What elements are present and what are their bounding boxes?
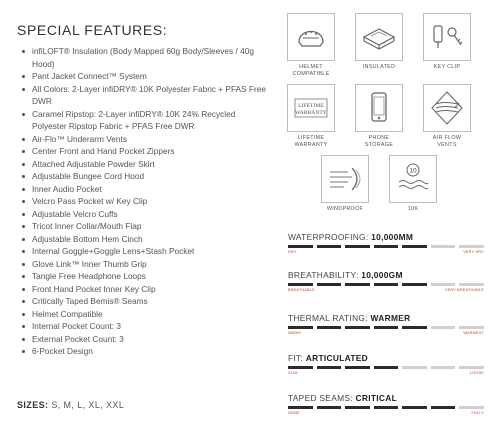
feature-item: Critically Taped Bemis® Seams xyxy=(22,295,272,308)
rating-segment xyxy=(288,406,313,409)
rating-segment xyxy=(374,283,399,286)
icon-caption: 10K xyxy=(407,206,419,212)
rating-value: 10,000MM xyxy=(371,232,414,242)
insulation-icon xyxy=(356,14,402,60)
rating-low-label: DRY xyxy=(288,250,297,254)
icon-caption: KEY CLIP xyxy=(433,64,461,70)
sizes-line xyxy=(17,400,124,410)
rating-label: BREATHABILITY: xyxy=(288,270,359,280)
warranty-badge-line2: WARRANTY xyxy=(295,110,327,116)
rating-segment xyxy=(402,366,427,369)
rating-value: 10,000GM xyxy=(361,270,403,280)
rating-high-label: VERY BREATHABLE xyxy=(444,288,484,292)
rating-bar xyxy=(288,283,484,286)
rating-segment xyxy=(374,406,399,409)
windproof-feature xyxy=(321,155,369,213)
icon-caption: INSULATED xyxy=(362,64,396,70)
rating-label: WATERPROOFING: xyxy=(288,232,369,242)
feature-item: Helmet Compatible xyxy=(22,308,272,321)
rating-low-label: WARM xyxy=(288,331,301,335)
lifetime-warranty-feature xyxy=(287,84,335,149)
rating-segment xyxy=(431,283,456,286)
rating-bar xyxy=(288,366,484,369)
rating-segment xyxy=(288,326,313,329)
rating-segment xyxy=(317,366,342,369)
feature-item: Tricot Inner Collar/Mouth Flap xyxy=(22,220,272,233)
feature-item: Glove Link™ Inner Thumb Grip xyxy=(22,258,272,271)
icon-caption: HELMET COMPATIBLE xyxy=(292,64,330,77)
rating-segment xyxy=(317,283,342,286)
phone-storage-feature xyxy=(355,84,403,149)
rating-breathability xyxy=(288,270,484,296)
rating-segment xyxy=(374,366,399,369)
rating-segment xyxy=(431,366,456,369)
icon-caption: AIR FLOW VENTS xyxy=(432,135,462,148)
feature-item: Tangle Free Headphone Loops xyxy=(22,270,272,283)
rating-segment xyxy=(374,245,399,248)
feature-item: Adjustable Velcro Cuffs xyxy=(22,208,272,221)
rating-scale xyxy=(288,288,484,296)
rating-low-label: NONE xyxy=(288,411,300,415)
icon-caption: WINDPROOF xyxy=(326,206,364,212)
rating-segment xyxy=(288,245,313,248)
rating-segment xyxy=(345,245,370,248)
phone-icon xyxy=(356,85,402,131)
airflow-icon xyxy=(424,85,470,131)
rating-segment xyxy=(288,283,313,286)
rating-taped-seams xyxy=(288,393,484,419)
rating-scale xyxy=(288,411,484,419)
rating-segment xyxy=(402,406,427,409)
rating-segment xyxy=(431,245,456,248)
rating-title xyxy=(288,313,484,323)
rating-bar xyxy=(288,326,484,329)
rating-title xyxy=(288,393,484,403)
rating-high-label: WARMEST xyxy=(463,331,484,335)
feature-item: Adjustable Bottom Hem Cinch xyxy=(22,233,272,246)
rating-high-label: LOOSE xyxy=(469,371,484,375)
feature-item: infiLOFT® Insulation (Body Mapped 60g Body/Sleeves / 40g Hood) xyxy=(22,45,272,70)
rating-value: WARMER xyxy=(370,313,411,323)
feature-item: All Colors: 2-Layer infiDRY® 10K Polyester Fabric + PFAS Free DWR xyxy=(22,83,272,108)
key-clip-feature xyxy=(423,13,471,71)
rating-label: FIT: xyxy=(288,353,304,363)
rating-value: ARTICULATED xyxy=(305,353,369,363)
rating-low-label: BREATHABLE xyxy=(288,288,315,292)
rating-title xyxy=(288,232,484,242)
rating-value: CRITICAL xyxy=(355,393,397,403)
rating-fit xyxy=(288,353,484,379)
icon-caption: PHONE STORAGE xyxy=(364,135,394,148)
helmet-icon xyxy=(288,14,334,60)
feature-item: Attached Adjustable Powder Skirt xyxy=(22,158,272,171)
feature-item: 6-Pocket Design xyxy=(22,345,272,358)
feature-item: External Pocket Count: 3 xyxy=(22,333,272,346)
wind-icon xyxy=(322,156,368,202)
page-title: SPECIAL FEATURES: xyxy=(17,22,168,38)
waterproof-10k-icon xyxy=(390,156,436,202)
rating-segment xyxy=(459,406,484,409)
rating-segment xyxy=(402,283,427,286)
rating-low-label: SLIM xyxy=(288,371,298,375)
rating-high-label: VERY DRY xyxy=(463,250,484,254)
feature-item: Center Front and Hand Pocket Zippers xyxy=(22,145,272,158)
rating-title xyxy=(288,270,484,280)
rating-segment xyxy=(374,326,399,329)
rating-segment xyxy=(345,366,370,369)
lifetime-warranty-icon xyxy=(288,85,334,131)
helmet-compatible-feature xyxy=(287,13,335,78)
rating-segment xyxy=(402,245,427,248)
rating-segment xyxy=(459,366,484,369)
feature-list xyxy=(22,45,272,358)
feature-item: Front Hand Pocket Inner Key Clip xyxy=(22,283,272,296)
rating-waterproofing xyxy=(288,232,484,258)
icon-caption: LIFETIME WARRANTY xyxy=(294,135,328,148)
key-clip-icon xyxy=(424,14,470,60)
rating-high-label: FULLY xyxy=(471,411,484,415)
rating-segment xyxy=(317,406,342,409)
rating-scale xyxy=(288,371,484,379)
rating-segment xyxy=(459,245,484,248)
feature-item: Velcro Pass Pocket w/ Key Clip xyxy=(22,195,272,208)
air-flow-vents-feature xyxy=(423,84,471,149)
rating-segment xyxy=(317,326,342,329)
rating-segment xyxy=(317,245,342,248)
rating-title xyxy=(288,353,484,363)
feature-item: Caramel Ripstop: 2-Layer infiDRY® 10K 24% Recycled Polyester Ripstop Fabric + PFAS Free DWR xyxy=(22,108,272,133)
rating-scale xyxy=(288,250,484,258)
feature-item: Internal Pocket Count: 3 xyxy=(22,320,272,333)
rating-segment xyxy=(459,283,484,286)
rating-bar xyxy=(288,406,484,409)
rating-segment xyxy=(288,366,313,369)
feature-item: Adjustable Bungee Cord Hood xyxy=(22,170,272,183)
warranty-badge-line1: LIFETIME xyxy=(298,103,324,109)
feature-item: Internal Goggle+Goggle Lens+Stash Pocket xyxy=(22,245,272,258)
sizes-label: SIZES: xyxy=(17,400,49,410)
feature-item: Pant Jacket Connect™ System xyxy=(22,70,272,83)
rating-segment xyxy=(431,326,456,329)
feature-item: Inner Audio Pocket xyxy=(22,183,272,196)
waterproof-badge: 10 xyxy=(409,167,417,175)
feature-item: Air-Flo™ Underarm Vents xyxy=(22,133,272,146)
rating-segment xyxy=(345,326,370,329)
rating-segment xyxy=(431,406,456,409)
waterproof-10k-feature xyxy=(389,155,437,213)
insulated-feature xyxy=(355,13,403,71)
rating-bar xyxy=(288,245,484,248)
rating-label: THERMAL RATING: xyxy=(288,313,368,323)
rating-segment xyxy=(459,326,484,329)
rating-segment xyxy=(345,406,370,409)
rating-label: TAPED SEAMS: xyxy=(288,393,353,403)
rating-thermal xyxy=(288,313,484,339)
rating-scale xyxy=(288,331,484,339)
rating-segment xyxy=(345,283,370,286)
sizes-values: S, M, L, XL, XXL xyxy=(51,400,125,410)
rating-segment xyxy=(402,326,427,329)
